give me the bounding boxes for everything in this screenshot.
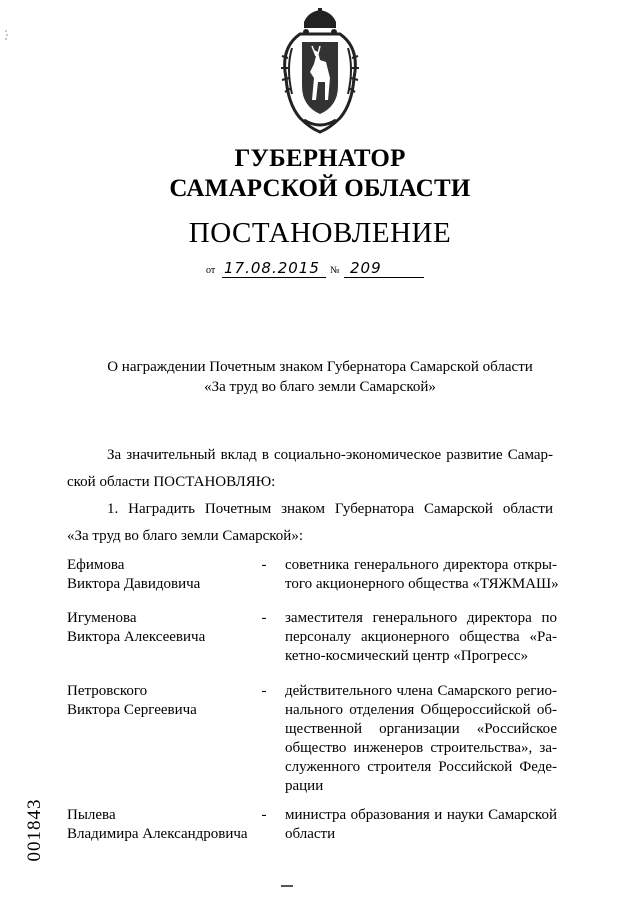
awardee-dash: - <box>261 610 267 626</box>
awardee-surname: Петровского <box>67 683 148 699</box>
awardee-dash: - <box>261 683 267 699</box>
awardee-name <box>67 556 257 594</box>
position-line: области <box>285 826 336 842</box>
position-line: персоналу акционерного общества «Ра- <box>285 629 557 645</box>
number-value: 209 <box>350 259 382 277</box>
position-line: заместителя генерального директора по <box>285 610 557 626</box>
position-line: щественной организации «Российское <box>285 721 557 737</box>
awardee-given-names: Владимира Александровича <box>67 826 248 842</box>
awardee-given-names: Виктора Давидовича <box>67 576 201 592</box>
awardee-dash: - <box>261 807 267 823</box>
serial-number-stamp <box>24 785 46 875</box>
date-from-label: от <box>206 265 216 276</box>
awardee-given-names: Виктора Алексеевича <box>67 629 206 645</box>
awardee-position <box>285 556 557 594</box>
document-type-heading: ПОСТАНОВЛЕНИЕ <box>188 217 452 249</box>
number-label: № <box>330 265 340 276</box>
awardee-given-names: Виктора Сергеевича <box>67 702 197 718</box>
awardee-position <box>285 806 557 844</box>
awardee-name <box>67 806 257 844</box>
region-heading: САМАРСКОЙ ОБЛАСТИ <box>169 175 471 202</box>
position-line: нального отделения Общероссийской об- <box>285 702 557 718</box>
clause-1-line-2: «За труд во благо земли Самарской»: <box>67 528 303 544</box>
position-line: советника генерального директора откры- <box>285 557 557 573</box>
awardee-surname: Игуменова <box>67 610 137 626</box>
coat-of-arms-icon <box>270 8 370 136</box>
position-line: министра образования и науки Самарской <box>285 807 557 823</box>
awardee-surname: Пылева <box>67 807 116 823</box>
awardee-dash: - <box>261 557 267 573</box>
awardee-position <box>285 682 557 796</box>
scan-speck-icon <box>4 28 10 40</box>
position-line: действительного члена Самарского регио- <box>285 683 557 699</box>
awardee-name <box>67 609 257 647</box>
date-number-line <box>206 256 426 278</box>
clause-1-line-1: 1. Наградить Почетным знаком Губернатора Самарской области <box>107 501 553 517</box>
number-underline <box>344 277 424 278</box>
date-value: 17.08.2015 <box>224 259 320 277</box>
position-line: того акционерного общества «ТЯЖМАШ» <box>285 576 559 592</box>
topic-line-2: «За труд во благо земли Самарской» <box>204 379 436 395</box>
preamble-line-1: За значительный вклад в социально-экономическое развитие Самар- <box>107 447 553 463</box>
position-line: рации <box>285 778 324 794</box>
awardee-position <box>285 609 557 666</box>
position-line: кетно-космический центр «Прогресс» <box>285 648 529 664</box>
awardee-surname: Ефимова <box>67 557 125 573</box>
preamble-line-2: ской области ПОСТАНОВЛЯЮ: <box>67 474 276 490</box>
position-line: общество инженеров строительства», за- <box>285 740 557 756</box>
position-line: служенного строителя Российской Феде- <box>285 759 557 775</box>
date-underline <box>222 277 326 278</box>
topic-line-1: О награждении Почетным знаком Губернатора Самарской области <box>107 359 533 375</box>
awardee-name <box>67 682 257 720</box>
authority-heading: ГУБЕРНАТОР <box>234 145 406 172</box>
serial-number-text: 001843 <box>24 798 45 862</box>
page-tick-mark <box>281 885 293 887</box>
